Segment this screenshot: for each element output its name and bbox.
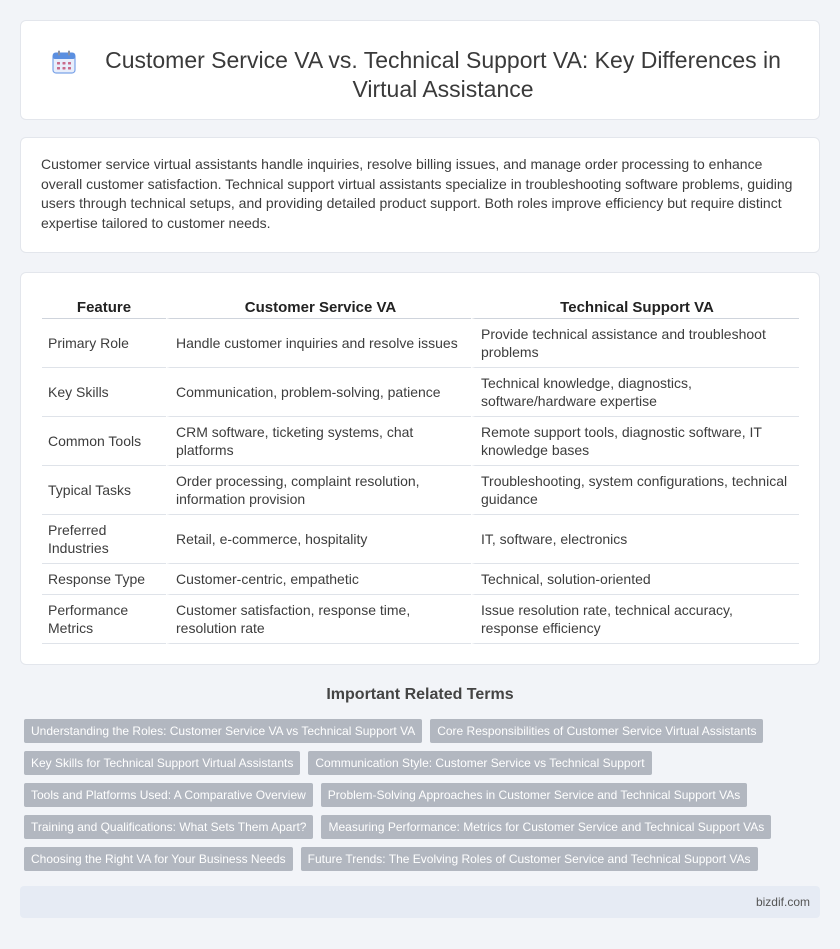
technical-support-cell: Provide technical assistance and troubleshoot problems [471, 319, 799, 368]
table-row [42, 417, 799, 466]
customer-service-cell: Handle customer inquiries and resolve issues [166, 319, 471, 368]
column-header-customer-service: Customer Service VA [166, 293, 471, 319]
customer-service-cell: Retail, e-commerce, hospitality [166, 515, 471, 564]
comparison-table [42, 293, 799, 644]
table-row [42, 368, 799, 417]
related-term-tag[interactable]: Future Trends: The Evolving Roles of Customer Service and Technical Support VAs [301, 847, 758, 871]
intro-paragraph: Customer service virtual assistants handle inquiries, resolve billing issues, and manage order processing to enhance overall customer satisfaction. Technical support virtual assistants specialize in troubleshooting software problems, guiding users through technical setups, and providing detailed product support. Both roles improve efficiency but require distinct expertise tailored to customer needs. [41, 156, 793, 231]
intro-card [20, 137, 820, 253]
footer-bar [20, 886, 820, 918]
table-row [42, 515, 799, 564]
feature-cell: Preferred Industries [42, 515, 166, 564]
table-row [42, 466, 799, 515]
related-terms-tags [24, 719, 814, 871]
customer-service-cell: Customer-centric, empathetic [166, 564, 471, 595]
related-term-tag[interactable]: Problem-Solving Approaches in Customer Service and Technical Support VAs [321, 783, 747, 807]
feature-cell: Primary Role [42, 319, 166, 368]
column-header-feature: Feature [42, 293, 166, 319]
related-terms-heading: Important Related Terms [326, 686, 514, 703]
related-term-tag[interactable]: Choosing the Right VA for Your Business Needs [24, 847, 293, 871]
related-term-tag[interactable]: Communication Style: Customer Service vs Technical Support [308, 751, 651, 775]
table-row [42, 595, 799, 644]
table-header-row [42, 293, 799, 319]
customer-service-cell: Customer satisfaction, response time, resolution rate [166, 595, 471, 644]
table-row [42, 319, 799, 368]
page-title: Customer Service VA vs. Technical Support VA: Key Differences in Virtual Assistance [105, 47, 781, 102]
related-term-tag[interactable]: Tools and Platforms Used: A Comparative Overview [24, 783, 313, 807]
technical-support-cell: Issue resolution rate, technical accuracy, response efficiency [471, 595, 799, 644]
customer-service-cell: Communication, problem-solving, patience [166, 368, 471, 417]
header-card [20, 20, 820, 120]
technical-support-cell: IT, software, electronics [471, 515, 799, 564]
comparison-table-card [20, 272, 820, 665]
feature-cell: Key Skills [42, 368, 166, 417]
related-term-tag[interactable]: Measuring Performance: Metrics for Customer Service and Technical Support VAs [321, 815, 771, 839]
related-term-tag[interactable]: Core Responsibilities of Customer Service Virtual Assistants [430, 719, 763, 743]
related-term-tag[interactable]: Understanding the Roles: Customer Service VA vs Technical Support VA [24, 719, 422, 743]
technical-support-cell: Remote support tools, diagnostic software, IT knowledge bases [471, 417, 799, 466]
table-row [42, 564, 799, 595]
technical-support-cell: Technical, solution-oriented [471, 564, 799, 595]
column-header-technical-support: Technical Support VA [471, 293, 799, 319]
customer-service-cell: Order processing, complaint resolution, information provision [166, 466, 471, 515]
feature-cell: Performance Metrics [42, 595, 166, 644]
customer-service-cell: CRM software, ticketing systems, chat platforms [166, 417, 471, 466]
technical-support-cell: Troubleshooting, system configurations, technical guidance [471, 466, 799, 515]
footer-site-link[interactable]: bizdif.com [755, 895, 810, 909]
feature-cell: Typical Tasks [42, 466, 166, 515]
related-term-tag[interactable]: Training and Qualifications: What Sets Them Apart? [24, 815, 313, 839]
feature-cell: Response Type [42, 564, 166, 595]
related-term-tag[interactable]: Key Skills for Technical Support Virtual Assistants [24, 751, 300, 775]
feature-cell: Common Tools [42, 417, 166, 466]
calendar-icon [51, 49, 77, 75]
technical-support-cell: Technical knowledge, diagnostics, software/hardware expertise [471, 368, 799, 417]
